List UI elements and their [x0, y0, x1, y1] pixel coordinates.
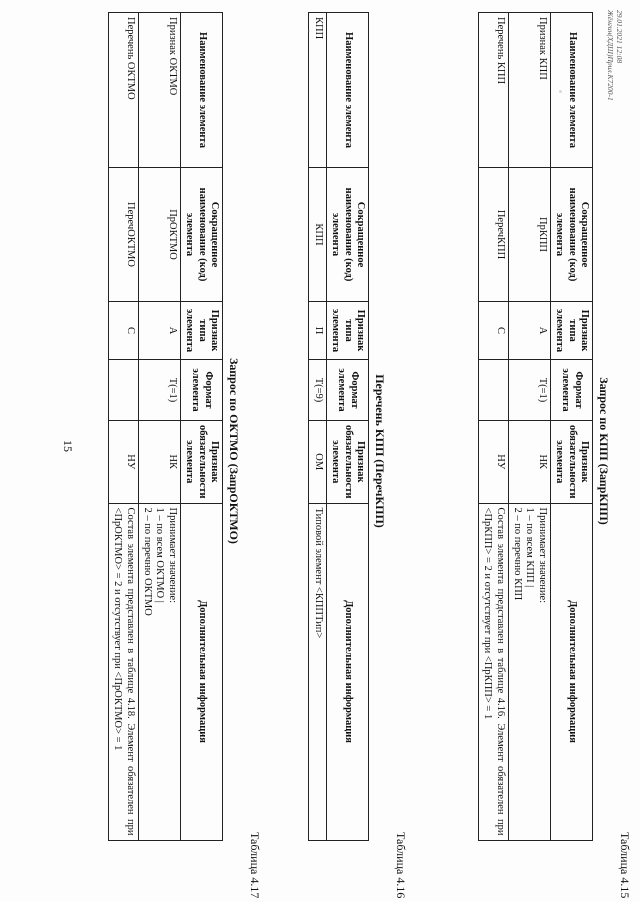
cell-name: Перечень КПП	[479, 13, 509, 168]
cell-name: Признак ОКТМО	[138, 13, 180, 168]
stamp-date: 29.01.2021 12:08	[615, 10, 624, 64]
table-row	[138, 13, 180, 841]
cell-info: Типовой элемент <КППТип>	[309, 503, 326, 840]
scan-speck	[308, 30, 310, 32]
header-format: Формат элемента	[550, 360, 592, 421]
cell-required: НУ	[109, 421, 139, 504]
cell-info: Состав элемента представлен в таблице 4.16. Элемент обязателен при <ПрКПП> = 2 и отсутствует при <ПрКПП> = 1	[479, 503, 509, 840]
cell-format: Т(=1)	[508, 360, 550, 421]
table-row	[109, 13, 139, 841]
header-info: Дополнительная информация	[180, 503, 222, 840]
header-type: Признак типа элемента	[180, 302, 222, 360]
header-info: Дополнительная информация	[550, 503, 592, 840]
cell-required: НК	[138, 421, 180, 504]
table-header-row	[326, 13, 368, 841]
cell-type: С	[479, 302, 509, 360]
header-code: Сокращенное наименование (код) элемента	[326, 168, 368, 302]
cell-code: КПП	[309, 168, 326, 302]
header-format: Формат элемента	[180, 360, 222, 421]
header-info: Дополнительная информация	[326, 503, 368, 840]
cell-code: ПеречОКТМО	[109, 168, 139, 302]
cell-required: ОМ	[309, 421, 326, 504]
cell-code: ПрКПП	[508, 168, 550, 302]
scan-speck	[559, 90, 562, 93]
table-4-16	[309, 12, 370, 841]
header-format: Формат элемента	[326, 360, 368, 421]
cell-format: Т(=9)	[309, 360, 326, 421]
print-stamp	[605, 10, 624, 101]
cell-name: Признак КПП	[508, 13, 550, 168]
cell-type: А	[508, 302, 550, 360]
table-number-4-16: Таблица 4.16	[394, 832, 408, 899]
cell-code: ПрОКТМО	[138, 168, 180, 302]
cell-format: Т(=1)	[138, 360, 180, 421]
header-name: Наименование элемента	[180, 13, 222, 168]
table-number-4-15: Таблица 4.15	[618, 832, 632, 899]
cell-format	[109, 360, 139, 421]
cell-required: НУ	[479, 421, 509, 504]
page-number: 15	[61, 440, 75, 452]
cell-format	[479, 360, 509, 421]
header-required: Признак обязательности элемента	[550, 421, 592, 504]
table-4-17	[108, 12, 223, 841]
cell-type: П	[309, 302, 326, 360]
cell-info: Состав элемента представлен в таблице 4.18. Элемент обязателен при <ПрОКТМО> = 2 и отсутствует при <ПрОКТМО> = 1	[109, 503, 139, 840]
table-title-4-15: Запрос по КПП (ЗапрКПП)	[597, 377, 611, 525]
header-code: Сокращенное наименование (код) элемента	[180, 168, 222, 302]
cell-info: Принимает значение: 1 – по всем КПП | 2 – по перечню КПП	[508, 503, 550, 840]
table-title-4-16: Перечень КПП (ПеречКПП)	[373, 374, 387, 528]
table-4-15	[478, 12, 593, 841]
header-type: Признак типа элемента	[326, 302, 368, 360]
table-title-4-17: Запрос по ОКТМО (ЗапрОКТМО)	[227, 358, 241, 544]
table-row	[309, 13, 326, 841]
stamp-file: Жёнгин(ХДШ)Прил.К7200-1	[605, 10, 615, 101]
cell-info: Принимает значение: 1 – по всем ОКТМО | 2 – по перечню ОКТМО	[138, 503, 180, 840]
cell-type: С	[109, 302, 139, 360]
table-header-row	[550, 13, 592, 841]
cell-type: А	[138, 302, 180, 360]
header-code: Сокращенное наименование (код) элемента	[550, 168, 592, 302]
header-name: Наименование элемента	[550, 13, 592, 168]
header-required: Признак обязательности элемента	[180, 421, 222, 504]
cell-code: ПеречКПП	[479, 168, 509, 302]
table-row	[479, 13, 509, 841]
header-required: Признак обязательности элемента	[326, 421, 368, 504]
table-header-row	[180, 13, 222, 841]
header-name: Наименование элемента	[326, 13, 368, 168]
cell-required: НК	[508, 421, 550, 504]
cell-name: Перечень ОКТМО	[109, 13, 139, 168]
header-type: Признак типа элемента	[550, 302, 592, 360]
table-number-4-17: Таблица 4.17	[248, 832, 262, 899]
table-row	[508, 13, 550, 841]
cell-name: КПП	[309, 13, 326, 168]
